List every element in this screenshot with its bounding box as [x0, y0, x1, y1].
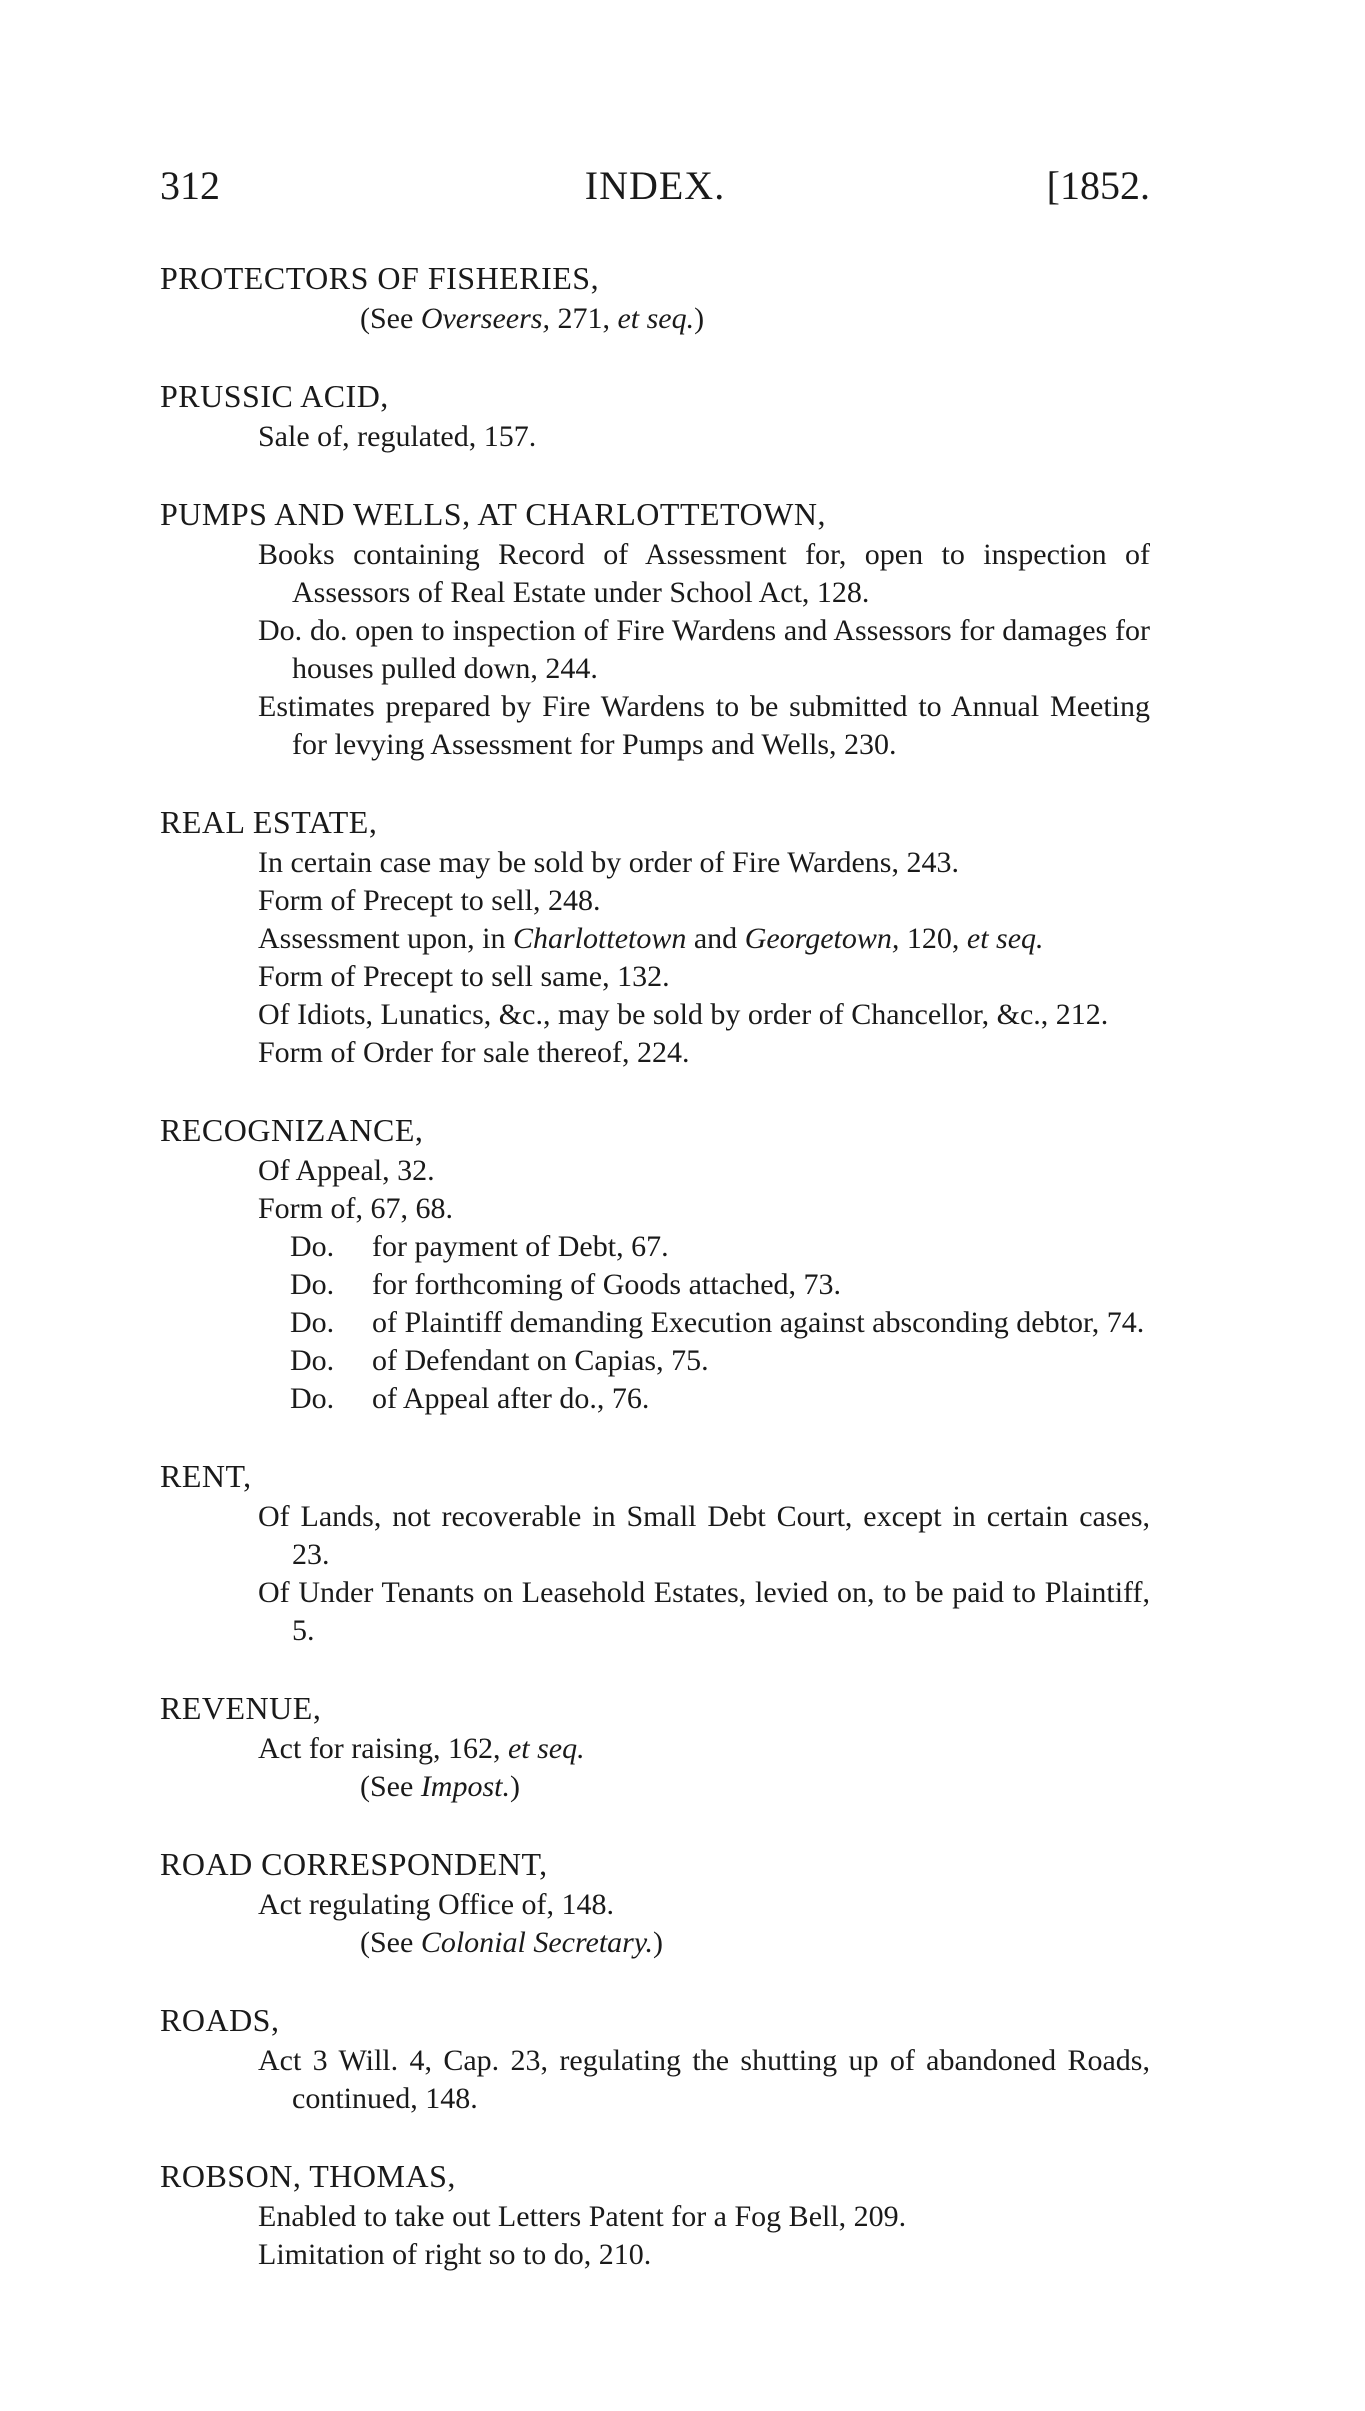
index-entry [160, 1454, 1150, 1650]
sub-entry: Of Appeal, 32. [258, 1154, 435, 1187]
running-head [160, 160, 1150, 212]
entry-heading: PROTECTORS OF FISHERIES, [160, 260, 600, 296]
sub-entry: Of Idiots, Lunatics, &c., may be sold by order of Chancellor, &c., 212. [258, 998, 1109, 1031]
entry-heading: PRUSSIC ACID, [160, 378, 389, 414]
cross-reference: (See Impost.) [360, 1770, 520, 1803]
ditto-entry: Do. for payment of Debt, 67. [290, 1230, 669, 1263]
sub-entry: Limitation of right so to do, 210. [258, 2238, 652, 2271]
cross-reference: (See Colonial Secretary.) [360, 1926, 664, 1959]
index-entry [160, 1998, 1150, 2118]
sub-entry: Act 3 Will. 4, Cap. 23, regulating the shutting up of abandoned Roads, continued, 148. [258, 2044, 1150, 2115]
index-entry [160, 1686, 1150, 1806]
sub-entry: Form of Precept to sell same, 132. [258, 960, 670, 993]
page-title: INDEX. [584, 163, 726, 208]
ditto-entry: Do. for forthcoming of Goods attached, 73. [290, 1268, 842, 1301]
sub-entry: Form of, 67, 68. [258, 1192, 453, 1225]
sub-entry: Enabled to take out Letters Patent for a Fog Bell, 209. [258, 2200, 907, 2233]
index-entry [160, 1842, 1150, 1962]
sub-entry: Books containing Record of Assessment for, open to inspection of Assessors of Real Estate under School Act, 128. [258, 538, 1150, 609]
index-page [160, 160, 1150, 2310]
sub-entry: Assessment upon, in Charlottetown and Georgetown, 120, et seq. [258, 922, 1044, 955]
index-entry [160, 256, 1150, 338]
sub-entry: In certain case may be sold by order of Fire Wardens, 243. [258, 846, 959, 879]
index-entry [160, 374, 1150, 456]
sub-entry: Form of Precept to sell, 248. [258, 884, 601, 917]
index-entry [160, 2154, 1150, 2274]
sub-entry: Act regulating Office of, 148. [258, 1888, 615, 1921]
entry-heading: ROBSON, THOMAS, [160, 2158, 456, 2194]
sub-entry: Of Lands, not recoverable in Small Debt Court, except in certain cases, 23. [258, 1500, 1150, 1571]
sub-entry: Estimates prepared by Fire Wardens to be submitted to Annual Meeting for levying Assessment for Pumps and Wells, 230. [258, 690, 1150, 761]
year-marker: [1852. [1046, 163, 1150, 208]
ditto-entry: Do. of Defendant on Capias, 75. [290, 1344, 709, 1377]
cross-reference: (See Overseers, 271, et seq.) [360, 302, 705, 335]
entry-heading: PUMPS AND WELLS, AT CHARLOTTETOWN, [160, 496, 826, 532]
entry-heading: RECOGNIZANCE, [160, 1112, 424, 1148]
entry-heading: REAL ESTATE, [160, 804, 378, 840]
index-entry [160, 800, 1150, 1072]
entry-heading: RENT, [160, 1458, 252, 1494]
sub-entry: Sale of, regulated, 157. [258, 420, 537, 453]
sub-entry: Act for raising, 162, et seq. [258, 1732, 585, 1765]
ditto-entry: Do. of Plaintiff demanding Execution against absconding debtor, 74. [290, 1306, 1145, 1339]
index-entry [160, 1108, 1150, 1418]
sub-entry: Do. do. open to inspection of Fire Wardens and Assessors for damages for houses pulled down, 244. [258, 614, 1150, 685]
sub-entry: Of Under Tenants on Leasehold Estates, levied on, to be paid to Plaintiff, 5. [258, 1576, 1150, 1647]
entry-heading: ROADS, [160, 2002, 280, 2038]
entry-heading: ROAD CORRESPONDENT, [160, 1846, 548, 1882]
page-number: 312 [160, 163, 220, 208]
entry-heading: REVENUE, [160, 1690, 322, 1726]
sub-entry: Form of Order for sale thereof, 224. [258, 1036, 690, 1069]
ditto-entry: Do. of Appeal after do., 76. [290, 1382, 650, 1415]
index-entry [160, 492, 1150, 764]
